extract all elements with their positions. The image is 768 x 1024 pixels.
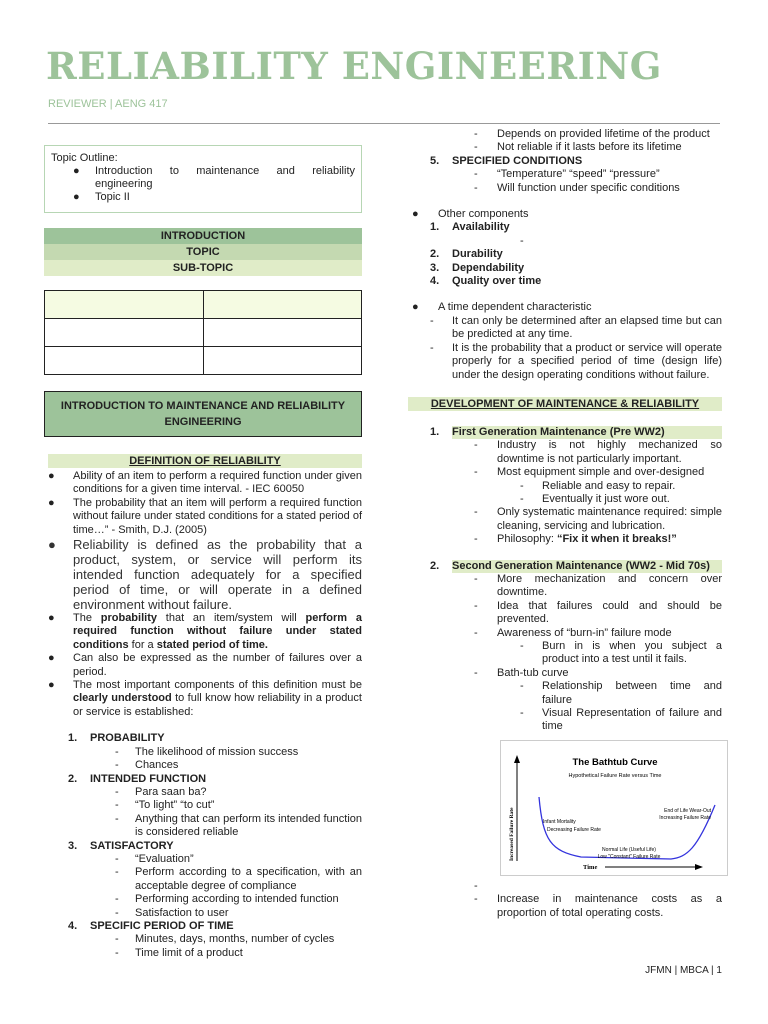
text: It can only be determined after an elapsed time but can be predicted at any time.: [452, 314, 722, 341]
topic-outline-box: [44, 145, 362, 213]
document-subtitle: REVIEWER | AENG 417: [48, 98, 168, 110]
outline-item: ● Topic II: [73, 191, 130, 203]
dash-item: [48, 746, 362, 759]
section-title-box: [44, 391, 362, 437]
item-text: [90, 840, 362, 853]
dash-icon: -: [520, 234, 524, 247]
item-text: [452, 560, 722, 573]
table-cell: [45, 319, 204, 347]
text: The probability that an item will perform a required function without failure under stated conditions for a stated period of time…” - Smith, D.J. (2005): [73, 496, 362, 536]
bullet-icon: ●: [48, 537, 56, 553]
item-number: 1.: [430, 221, 440, 234]
text: Depends on provided lifetime of the product: [497, 128, 710, 140]
text: Reliable and easy to repair.: [542, 479, 676, 492]
dash-icon: -: [520, 479, 524, 492]
text: More mechanization and concern over downtime.: [497, 572, 722, 599]
item-text: [135, 933, 362, 946]
text: Visual Representation of failure and time: [542, 707, 722, 733]
text: Perform according to a specification, with an acceptable degree of compliance: [135, 866, 362, 892]
section-heading: DEVELOPMENT OF MAINTENANCE & RELIABILITY: [408, 397, 722, 411]
dash-icon: -: [520, 492, 524, 505]
item-text: [438, 301, 722, 314]
bold-text: SATISFACTORY: [90, 839, 174, 852]
bold-text: Durability: [452, 248, 503, 261]
text: Bath-tub curve: [497, 666, 569, 679]
item-text: [497, 600, 722, 627]
normal-life-sublabel: Low "Constant" Failure Rate: [597, 853, 661, 860]
dash-item: [408, 466, 722, 479]
spacer: [408, 382, 722, 395]
x-axis-arrow-icon: [695, 864, 703, 870]
numbered-item: [48, 732, 362, 745]
dash-item: [48, 933, 362, 946]
bold-text: INTENDED FUNCTION: [90, 772, 207, 785]
text: Para saan ba?: [135, 785, 207, 798]
outline-item: ● Introduction to maintenance and reliability: [73, 165, 355, 177]
numbered-item: [408, 560, 722, 573]
bullet-item: [48, 470, 362, 497]
item-text: [438, 208, 722, 221]
dash-item: [408, 880, 722, 893]
item-text: [90, 920, 362, 933]
bullet-icon: ●: [48, 679, 55, 692]
header-divider: [48, 123, 720, 124]
bullet-icon: ●: [48, 612, 55, 625]
dash-item: [48, 759, 362, 772]
band-topic: TOPIC: [44, 244, 362, 260]
bold-text: Dependability: [452, 261, 525, 274]
dash-item: [408, 667, 722, 680]
item-number: 3.: [430, 261, 440, 274]
item-text: [497, 893, 722, 920]
dash-icon: -: [115, 759, 119, 772]
infant-mortality-sublabel: Decreasing Failure Rate: [547, 826, 601, 833]
y-axis-label: Increased Failure Rate: [509, 807, 515, 861]
item-text: [497, 141, 722, 154]
bold-text: perform a required function without failure under stated conditions: [73, 612, 362, 651]
dash-item: [408, 506, 722, 533]
spacer: [408, 195, 722, 208]
item-text: [135, 907, 362, 920]
text: Philosophy:: [497, 533, 557, 546]
bold-text: SPECIFIED CONDITIONS: [452, 154, 583, 167]
item-text: [73, 537, 362, 612]
topic-outline-label: Topic Outline:: [51, 152, 118, 164]
dash-icon: -: [474, 439, 478, 452]
bold-text: clearly understood: [73, 692, 172, 705]
bullet-icon: ●: [412, 301, 419, 314]
dash-icon: -: [474, 181, 478, 194]
dash-item: [48, 786, 362, 799]
y-axis-arrow-icon: [514, 755, 520, 763]
item-text: [135, 786, 362, 799]
bullet-item: [48, 652, 362, 679]
numbered-item: [408, 155, 722, 168]
item-text: [135, 853, 362, 866]
item-text: [452, 221, 722, 234]
text: Increase in maintenance costs as a proportion of total operating costs.: [497, 893, 722, 919]
bullet-item: [48, 612, 362, 652]
item-text: [497, 466, 722, 479]
item-number: 2.: [430, 248, 440, 261]
dash-item: [408, 315, 722, 342]
dash-item: [408, 493, 722, 506]
item-text: [542, 707, 722, 734]
numbered-item: [48, 840, 362, 853]
item-text: [542, 493, 722, 506]
text: Ability of an item to perform a required function under given conditions for a given time interval. - IEC 60050: [73, 470, 362, 496]
item-text: [497, 667, 722, 680]
dash-item: [48, 893, 362, 906]
dash-item: [408, 533, 722, 546]
table-cell: [45, 291, 204, 319]
dash-item: [408, 680, 722, 707]
text: It is the probability that a product or service will operate properly for a specified period of time (design life) under the design operating conditions without failure.: [452, 341, 722, 381]
right-column: [408, 128, 722, 920]
item-text: [73, 612, 362, 652]
dash-item: [408, 182, 722, 195]
text: The likelihood of mission success: [135, 745, 299, 758]
dash-icon: -: [474, 572, 478, 585]
table-cell: [203, 347, 362, 375]
wear-out-label: End of Life Wear-Out: [664, 807, 711, 814]
dash-icon: -: [520, 680, 524, 693]
text: “Evaluation”: [135, 852, 194, 865]
item-text: [90, 773, 362, 786]
item-text: [452, 248, 722, 261]
item-text: [542, 680, 722, 707]
page-footer: JFMN | MBCA | 1: [645, 965, 722, 976]
item-text: [452, 426, 722, 439]
item-text: [135, 746, 362, 759]
dash-item: [48, 866, 362, 893]
left-column: [48, 452, 362, 960]
dash-item: [408, 342, 722, 382]
text: Chances: [135, 759, 179, 772]
bold-text: probability: [100, 612, 157, 625]
item-number: 1.: [68, 732, 78, 745]
dash-item: [408, 573, 722, 600]
x-axis-label: Time: [583, 863, 598, 871]
dash-icon: -: [115, 933, 119, 946]
text: Not reliable if it lasts before its lifetime: [497, 141, 682, 154]
text: The: [73, 612, 101, 625]
bold-text: Availability: [452, 221, 510, 234]
dash-item: [408, 600, 722, 627]
dash-icon: -: [115, 812, 119, 825]
item-text: [497, 627, 722, 640]
table-cell: [203, 291, 362, 319]
item-text: [73, 652, 362, 679]
dash-item: [408, 439, 722, 466]
text: Can also be expressed as the number of failures over a period.: [73, 652, 362, 678]
dash-icon: -: [115, 866, 119, 879]
text: Performing according to intended function: [135, 893, 339, 906]
numbered-item: [408, 262, 722, 275]
item-text: [497, 439, 722, 466]
dash-icon: -: [474, 141, 478, 154]
dash-icon: -: [430, 314, 434, 327]
item-text: [452, 275, 722, 288]
item-text: [135, 759, 362, 772]
item-text: [497, 573, 722, 600]
spacer: [408, 288, 722, 301]
dash-icon: -: [474, 893, 478, 906]
dash-icon: -: [430, 341, 434, 354]
bold-text: SPECIFIC PERIOD OF TIME: [90, 919, 234, 932]
item-text: [542, 480, 722, 493]
empty-table: [44, 290, 362, 375]
dash-icon: -: [520, 640, 524, 652]
item-text: [497, 168, 722, 181]
dash-item: [408, 627, 722, 640]
bullet-item: [48, 679, 362, 719]
bullet-icon: ●: [48, 470, 55, 482]
text: Time limit of a product: [135, 946, 243, 959]
bathtub-curve-figure: [500, 740, 728, 876]
item-text: [497, 533, 722, 546]
dash-icon: -: [474, 168, 478, 181]
item-number: 4.: [430, 275, 440, 288]
item-text: [452, 262, 722, 275]
band-introduction: INTRODUCTION: [44, 228, 362, 244]
numbered-item: [48, 773, 362, 786]
section-heading: DEFINITION OF RELIABILITY: [48, 454, 362, 468]
item-text: [497, 506, 722, 533]
text: Industry is not highly mechanized so downtime is not particularly important.: [497, 439, 722, 465]
bathtub-curve-chart: [501, 741, 729, 877]
item-text: [135, 799, 362, 812]
dash-item: [408, 640, 722, 667]
bold-text: “Fix it when it breaks!”: [556, 533, 677, 546]
item-text: [135, 893, 362, 906]
dash-item: [48, 907, 362, 920]
figure-title: The Bathtub Curve: [572, 756, 658, 768]
infant-mortality-label: Infant Mortality: [543, 818, 576, 825]
heading-style-legend: [44, 228, 362, 276]
section-title-line: ENGINEERING: [164, 416, 242, 428]
document-title: RELIABILITY ENGINEERING: [46, 44, 662, 88]
item-text: [135, 947, 362, 960]
dash-icon: -: [474, 466, 478, 479]
item-text: [73, 497, 362, 537]
text: Only systematic maintenance required: simple cleaning, servicing and lubrication.: [497, 506, 722, 532]
item-number: 5.: [430, 154, 440, 167]
dash-icon: -: [115, 893, 119, 906]
bullet-icon: ●: [48, 496, 55, 509]
bold-text: Second Generation Maintenance (WW2 - Mid 70s): [452, 559, 710, 572]
text: The most important components of this definition must be: [73, 679, 362, 692]
dash-icon: -: [474, 128, 478, 140]
text: Idea that failures could and should be prevented.: [497, 599, 722, 626]
text: Eventually it just wore out.: [542, 492, 670, 505]
text: Anything that can perform its intended function is considered reliable: [135, 812, 362, 839]
text: Will function under specific conditions: [497, 181, 680, 194]
numbered-item: [408, 248, 722, 261]
band-sub-topic: SUB-TOPIC: [44, 260, 362, 276]
bullet-item: [408, 301, 722, 314]
dash-icon: -: [115, 906, 119, 919]
dash-item: [408, 707, 722, 734]
dash-icon: -: [520, 707, 524, 720]
item-text: [452, 155, 722, 168]
text: Most equipment simple and over-designed: [497, 466, 705, 479]
bullet-icon: ●: [48, 652, 55, 665]
text: “Temperature” “speed” “pressure”: [497, 168, 660, 181]
dash-item: [48, 853, 362, 866]
text: Awareness of “burn-in” failure mode: [497, 626, 672, 639]
dash-icon: -: [474, 626, 478, 639]
dash-item: [48, 813, 362, 840]
bold-text: PROBABILITY: [90, 732, 165, 745]
dash-icon: -: [474, 506, 478, 519]
item-text: [452, 315, 722, 342]
bullet-item: [48, 497, 362, 537]
table-cell: [45, 347, 204, 375]
text: Relationship between time and failure: [542, 680, 722, 706]
dash-icon: -: [115, 946, 119, 959]
item-text: [542, 640, 722, 667]
item-text: [452, 342, 722, 382]
numbered-item: [48, 920, 362, 933]
text: Reliability is defined as the probability that a product, system, or service will perform its intended function adequately for a specified period of time, or will operate in a defined environment without failure.: [73, 537, 362, 613]
text: Minutes, days, months, number of cycles: [135, 933, 335, 946]
numbered-item: [408, 221, 722, 234]
dash-icon: -: [474, 533, 478, 546]
wear-out-sublabel: Increasing Failure Rate: [659, 814, 711, 821]
item-text: [90, 732, 362, 745]
dash-icon: -: [474, 879, 478, 892]
item-number: 1.: [430, 425, 440, 438]
dash-item: [48, 947, 362, 960]
item-number: 2.: [68, 772, 78, 785]
text: for a: [128, 638, 157, 651]
bold-text: stated period of time.: [156, 638, 268, 651]
spacer: [408, 413, 722, 426]
dash-item: [408, 480, 722, 493]
numbered-item: [408, 426, 722, 439]
normal-life-label: Normal Life (Useful Life): [602, 846, 656, 853]
text: A time dependent characteristic: [438, 301, 592, 314]
table-cell: [203, 319, 362, 347]
text: Other components: [438, 208, 529, 221]
spacer: [48, 719, 362, 732]
numbered-item: [408, 275, 722, 288]
text: that an item/system will: [156, 612, 306, 625]
dash-icon: -: [115, 745, 119, 758]
dash-item: [48, 799, 362, 812]
dash-item: [408, 128, 722, 141]
text: to full know how reliability in a product or service is established:: [73, 692, 362, 718]
dash-icon: -: [474, 599, 478, 612]
text: “To light” “to cut”: [135, 799, 215, 812]
spacer: [408, 547, 722, 560]
figure-subtitle: Hypothetical Failure Rate versus Time: [568, 772, 662, 779]
item-text: [73, 679, 362, 719]
item-number: 2.: [430, 559, 440, 572]
bullet-icon: ●: [73, 191, 80, 203]
bold-text: Quality over time: [452, 275, 542, 288]
dash-item: [408, 893, 722, 920]
dash-icon: -: [115, 852, 119, 865]
item-number: 3.: [68, 839, 78, 852]
item-text: [497, 128, 722, 141]
bullet-item: [48, 537, 362, 612]
item-text: [73, 470, 362, 497]
item-text: [497, 182, 722, 195]
dash-icon: -: [474, 666, 478, 679]
dash-item: [408, 141, 722, 154]
bullet-item: [408, 208, 722, 221]
bullet-icon: ●: [73, 165, 80, 177]
dash-icon: -: [115, 785, 119, 798]
dash-icon: -: [115, 799, 119, 812]
item-text: [135, 813, 362, 840]
text: Burn in is when you subject a product into a test until it fails.: [542, 640, 722, 666]
item-number: 4.: [68, 919, 78, 932]
item-text: [135, 866, 362, 893]
bullet-icon: ●: [412, 208, 419, 221]
section-title-line: INTRODUCTION TO MAINTENANCE AND RELIABILITY: [60, 400, 346, 412]
dash-item: [408, 168, 722, 181]
dash-item: [408, 235, 722, 248]
bold-text: First Generation Maintenance (Pre WW2): [452, 425, 665, 438]
outline-item-cont: engineering: [95, 178, 153, 190]
text: Satisfaction to user: [135, 906, 229, 919]
